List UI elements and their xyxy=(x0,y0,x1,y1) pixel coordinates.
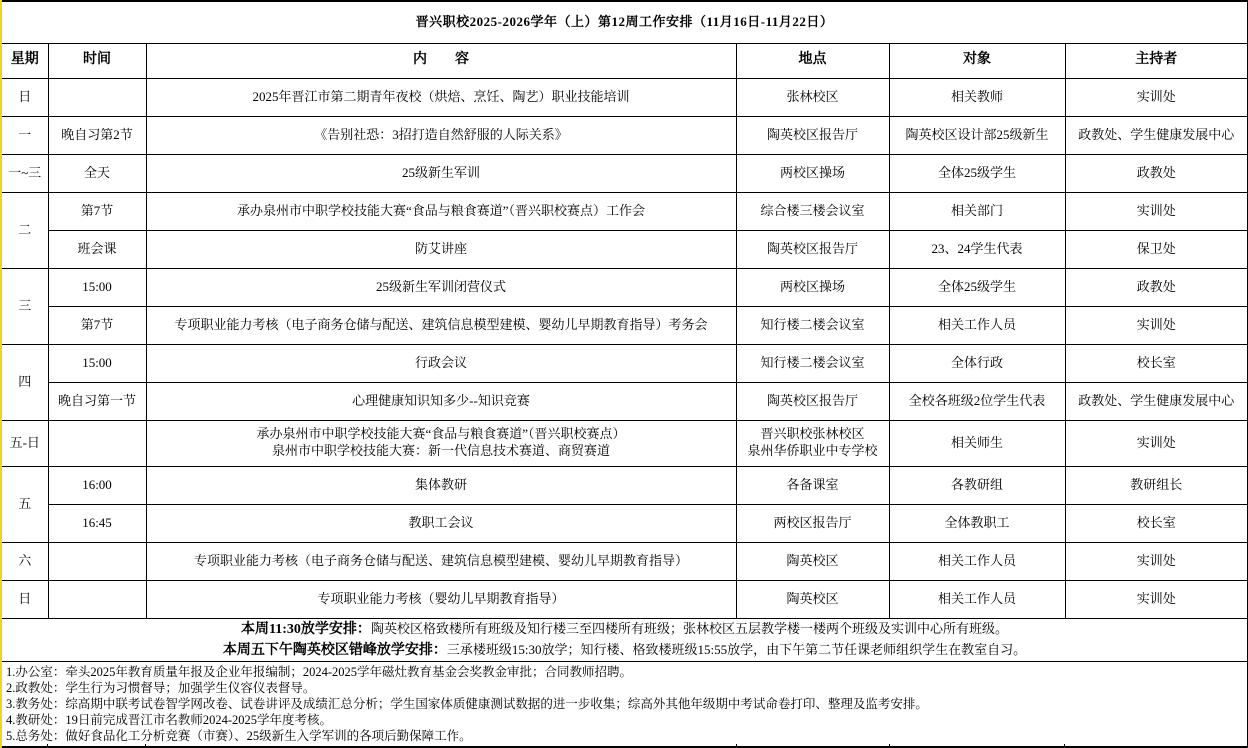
dismissal-lead: 本周11:30放学安排： xyxy=(241,621,371,637)
page-title: 晋兴职校2025-2026学年（上）第12周工作安排（11月16日-11月22日） xyxy=(1,1,1248,43)
dismissal-rest: 陶英校区格致楼所有班级及知行楼三至四楼所有班级；张林校区五层教学楼一楼两个班级及实训中心所有班级。 xyxy=(370,620,1008,636)
content-cell: 《告别社恐：3招打造自然舒服的人际关系》 xyxy=(146,116,736,154)
schedule-row xyxy=(1,116,1248,154)
target-cell: 全体25级学生 xyxy=(889,268,1065,306)
dismissal-rest: 三承楼班级15:30放学；知行楼、格致楼班级15:55放学，由下午第二节任课老师组织学生在教室自习。 xyxy=(446,641,1027,657)
schedule-row xyxy=(1,420,1248,466)
dismissal-line xyxy=(5,619,1244,640)
target-cell: 相关工作人员 xyxy=(889,542,1065,580)
location-cell: 知行楼二楼会议室 xyxy=(736,306,889,344)
schedule-row xyxy=(1,268,1248,306)
location-cell: 陶英校区报告厅 xyxy=(736,230,889,268)
time-cell xyxy=(48,78,146,116)
schedule-row xyxy=(1,344,1248,382)
target-cell: 相关师生 xyxy=(889,420,1065,466)
content-cell: 25级新生军训 xyxy=(146,154,736,192)
grid-tick xyxy=(1064,744,1065,748)
time-cell: 晚自习第一节 xyxy=(48,382,146,420)
schedule-row xyxy=(1,466,1248,504)
day-cell: 五 xyxy=(1,466,48,542)
location-cell: 两校区报告厅 xyxy=(736,504,889,542)
time-cell xyxy=(48,420,146,466)
content-cell: 2025年晋江市第二期青年夜校（烘焙、烹饪、陶艺）职业技能培训 xyxy=(146,78,736,116)
host-cell: 政教处、学生健康发展中心 xyxy=(1065,116,1248,154)
day-cell: 四 xyxy=(1,344,48,420)
col-header-location: 地点 xyxy=(736,43,889,78)
schedule-row xyxy=(1,230,1248,268)
content-cell: 承办泉州市中职学校技能大赛“食品与粮食赛道”（晋兴职校赛点）工作会 xyxy=(146,192,736,230)
location-cell: 陶英校区报告厅 xyxy=(736,382,889,420)
target-cell: 相关教师 xyxy=(889,78,1065,116)
day-cell: 日 xyxy=(1,78,48,116)
note-line: 2.政教处：学生行为习惯督导；加强学生仪容仪表督导。 xyxy=(6,680,316,695)
day-cell: 三 xyxy=(1,268,48,344)
target-cell: 全体行政 xyxy=(889,344,1065,382)
time-cell: 班会课 xyxy=(48,230,146,268)
target-cell: 各教研组 xyxy=(889,466,1065,504)
day-cell: 一~三 xyxy=(1,154,48,192)
time-cell: 晚自习第2节 xyxy=(48,116,146,154)
host-cell: 实训处 xyxy=(1065,420,1248,466)
day-cell: 五-日 xyxy=(1,420,48,466)
schedule-row xyxy=(1,382,1248,420)
host-cell: 教研组长 xyxy=(1065,466,1248,504)
left-edge-highlight xyxy=(0,0,2,748)
col-header-time: 时间 xyxy=(48,43,146,78)
content-line: 泉州市中职学校技能大赛：新一代信息技术赛道、商贸赛道 xyxy=(271,443,610,458)
note-line: 5.总务处：做好食品化工分析竞赛（市赛）、25级新生入学军训的各项后勤保障工作。 xyxy=(6,728,472,743)
target-cell: 陶英校区设计部25级新生 xyxy=(889,116,1065,154)
grid-tick xyxy=(145,744,146,748)
target-cell: 23、24学生代表 xyxy=(889,230,1065,268)
schedule-row xyxy=(1,78,1248,116)
content-cell xyxy=(146,420,736,466)
location-cell: 陶英校区报告厅 xyxy=(736,116,889,154)
header-row xyxy=(1,43,1248,78)
host-cell: 实训处 xyxy=(1065,192,1248,230)
time-cell: 第7节 xyxy=(48,192,146,230)
target-cell: 全校各班级2位学生代表 xyxy=(889,382,1065,420)
col-header-day: 星期 xyxy=(1,43,48,78)
schedule-row xyxy=(1,306,1248,344)
dismissal-lead: 本周五下午陶英校区错峰放学安排： xyxy=(222,642,447,658)
location-cell: 知行楼二楼会议室 xyxy=(736,344,889,382)
note-line: 1.办公室：牵头2025年教育质量年报及企业年报编制；2024-2025学年磁灶教育基金会奖教金审批；合同教师招聘。 xyxy=(6,664,633,679)
content-cell: 防艾讲座 xyxy=(146,230,736,268)
grid-tick xyxy=(889,744,890,748)
host-cell: 实训处 xyxy=(1065,78,1248,116)
host-cell: 校长室 xyxy=(1065,504,1248,542)
schedule-row xyxy=(1,192,1248,230)
day-cell: 二 xyxy=(1,192,48,268)
schedule-row xyxy=(1,504,1248,542)
target-cell: 相关工作人员 xyxy=(889,306,1065,344)
location-line: 晋兴职校张林校区 xyxy=(760,426,865,442)
department-notes-cell xyxy=(1,661,1248,747)
host-cell: 保卫处 xyxy=(1065,230,1248,268)
col-header-content: 内 容 xyxy=(146,43,736,78)
target-cell: 全体25级学生 xyxy=(889,154,1065,192)
department-notes-row xyxy=(1,661,1248,747)
time-cell: 16:45 xyxy=(48,504,146,542)
time-cell: 全天 xyxy=(48,154,146,192)
time-cell: 15:00 xyxy=(48,268,146,306)
grid-tick xyxy=(47,744,48,748)
content-cell: 专项职业能力考核（电子商务仓储与配送、建筑信息模型建模、婴幼儿早期教育指导）考务会 xyxy=(146,306,736,344)
col-header-target: 对象 xyxy=(889,43,1065,78)
title-row xyxy=(1,1,1248,43)
location-cell: 综合楼三楼会议室 xyxy=(736,192,889,230)
location-cell: 陶英校区 xyxy=(736,580,889,618)
content-cell: 集体教研 xyxy=(146,466,736,504)
host-cell: 政教处 xyxy=(1065,268,1248,306)
location-cell: 两校区操场 xyxy=(736,268,889,306)
content-cell: 行政会议 xyxy=(146,344,736,382)
note-line: 3.教务处：综高期中联考试卷智学网改卷、试卷讲评及成绩汇总分析；学生国家体质健康测试数据的进一步收集；综高外其他年级期中考试命卷打印、整理及监考安排。 xyxy=(6,696,928,711)
note-line: 4.教研处：19日前完成晋江市名教师2024-2025学年度考核。 xyxy=(6,712,333,727)
target-cell: 相关工作人员 xyxy=(889,580,1065,618)
content-line: 承办泉州市中职学校技能大赛“食品与粮食赛道”（晋兴职校赛点） xyxy=(256,426,626,442)
target-cell: 全体教职工 xyxy=(889,504,1065,542)
dismissal-row xyxy=(1,618,1248,661)
content-cell: 教职工会议 xyxy=(146,504,736,542)
time-cell xyxy=(48,542,146,580)
day-cell: 六 xyxy=(1,542,48,580)
schedule-row xyxy=(1,154,1248,192)
content-cell: 专项职业能力考核（电子商务仓储与配送、建筑信息模型建模、婴幼儿早期教育指导） xyxy=(146,542,736,580)
day-cell: 一 xyxy=(1,116,48,154)
time-cell xyxy=(48,580,146,618)
host-cell: 实训处 xyxy=(1065,580,1248,618)
location-cell: 两校区操场 xyxy=(736,154,889,192)
time-cell: 15:00 xyxy=(48,344,146,382)
schedule-row xyxy=(1,580,1248,618)
host-cell: 政教处、学生健康发展中心 xyxy=(1065,382,1248,420)
location-cell: 陶英校区 xyxy=(736,542,889,580)
host-cell: 实训处 xyxy=(1065,306,1248,344)
location-cell: 各备课室 xyxy=(736,466,889,504)
grid-tick xyxy=(736,744,737,748)
content-cell: 心理健康知识知多少--知识竞赛 xyxy=(146,382,736,420)
col-header-host: 主持者 xyxy=(1065,43,1248,78)
dismissal-line xyxy=(5,640,1244,661)
host-cell: 实训处 xyxy=(1065,542,1248,580)
location-cell: 张林校区 xyxy=(736,78,889,116)
schedule-row xyxy=(1,542,1248,580)
time-cell: 第7节 xyxy=(48,306,146,344)
content-cell: 25级新生军训闭营仪式 xyxy=(146,268,736,306)
content-cell: 专项职业能力考核（婴幼儿早期教育指导） xyxy=(146,580,736,618)
day-cell: 日 xyxy=(1,580,48,618)
location-line: 泉州华侨职业中专学校 xyxy=(747,443,878,458)
host-cell: 政教处 xyxy=(1065,154,1248,192)
time-cell: 16:00 xyxy=(48,466,146,504)
location-cell xyxy=(736,420,889,466)
dismissal-cell xyxy=(1,618,1248,661)
target-cell: 相关部门 xyxy=(889,192,1065,230)
host-cell: 校长室 xyxy=(1065,344,1248,382)
